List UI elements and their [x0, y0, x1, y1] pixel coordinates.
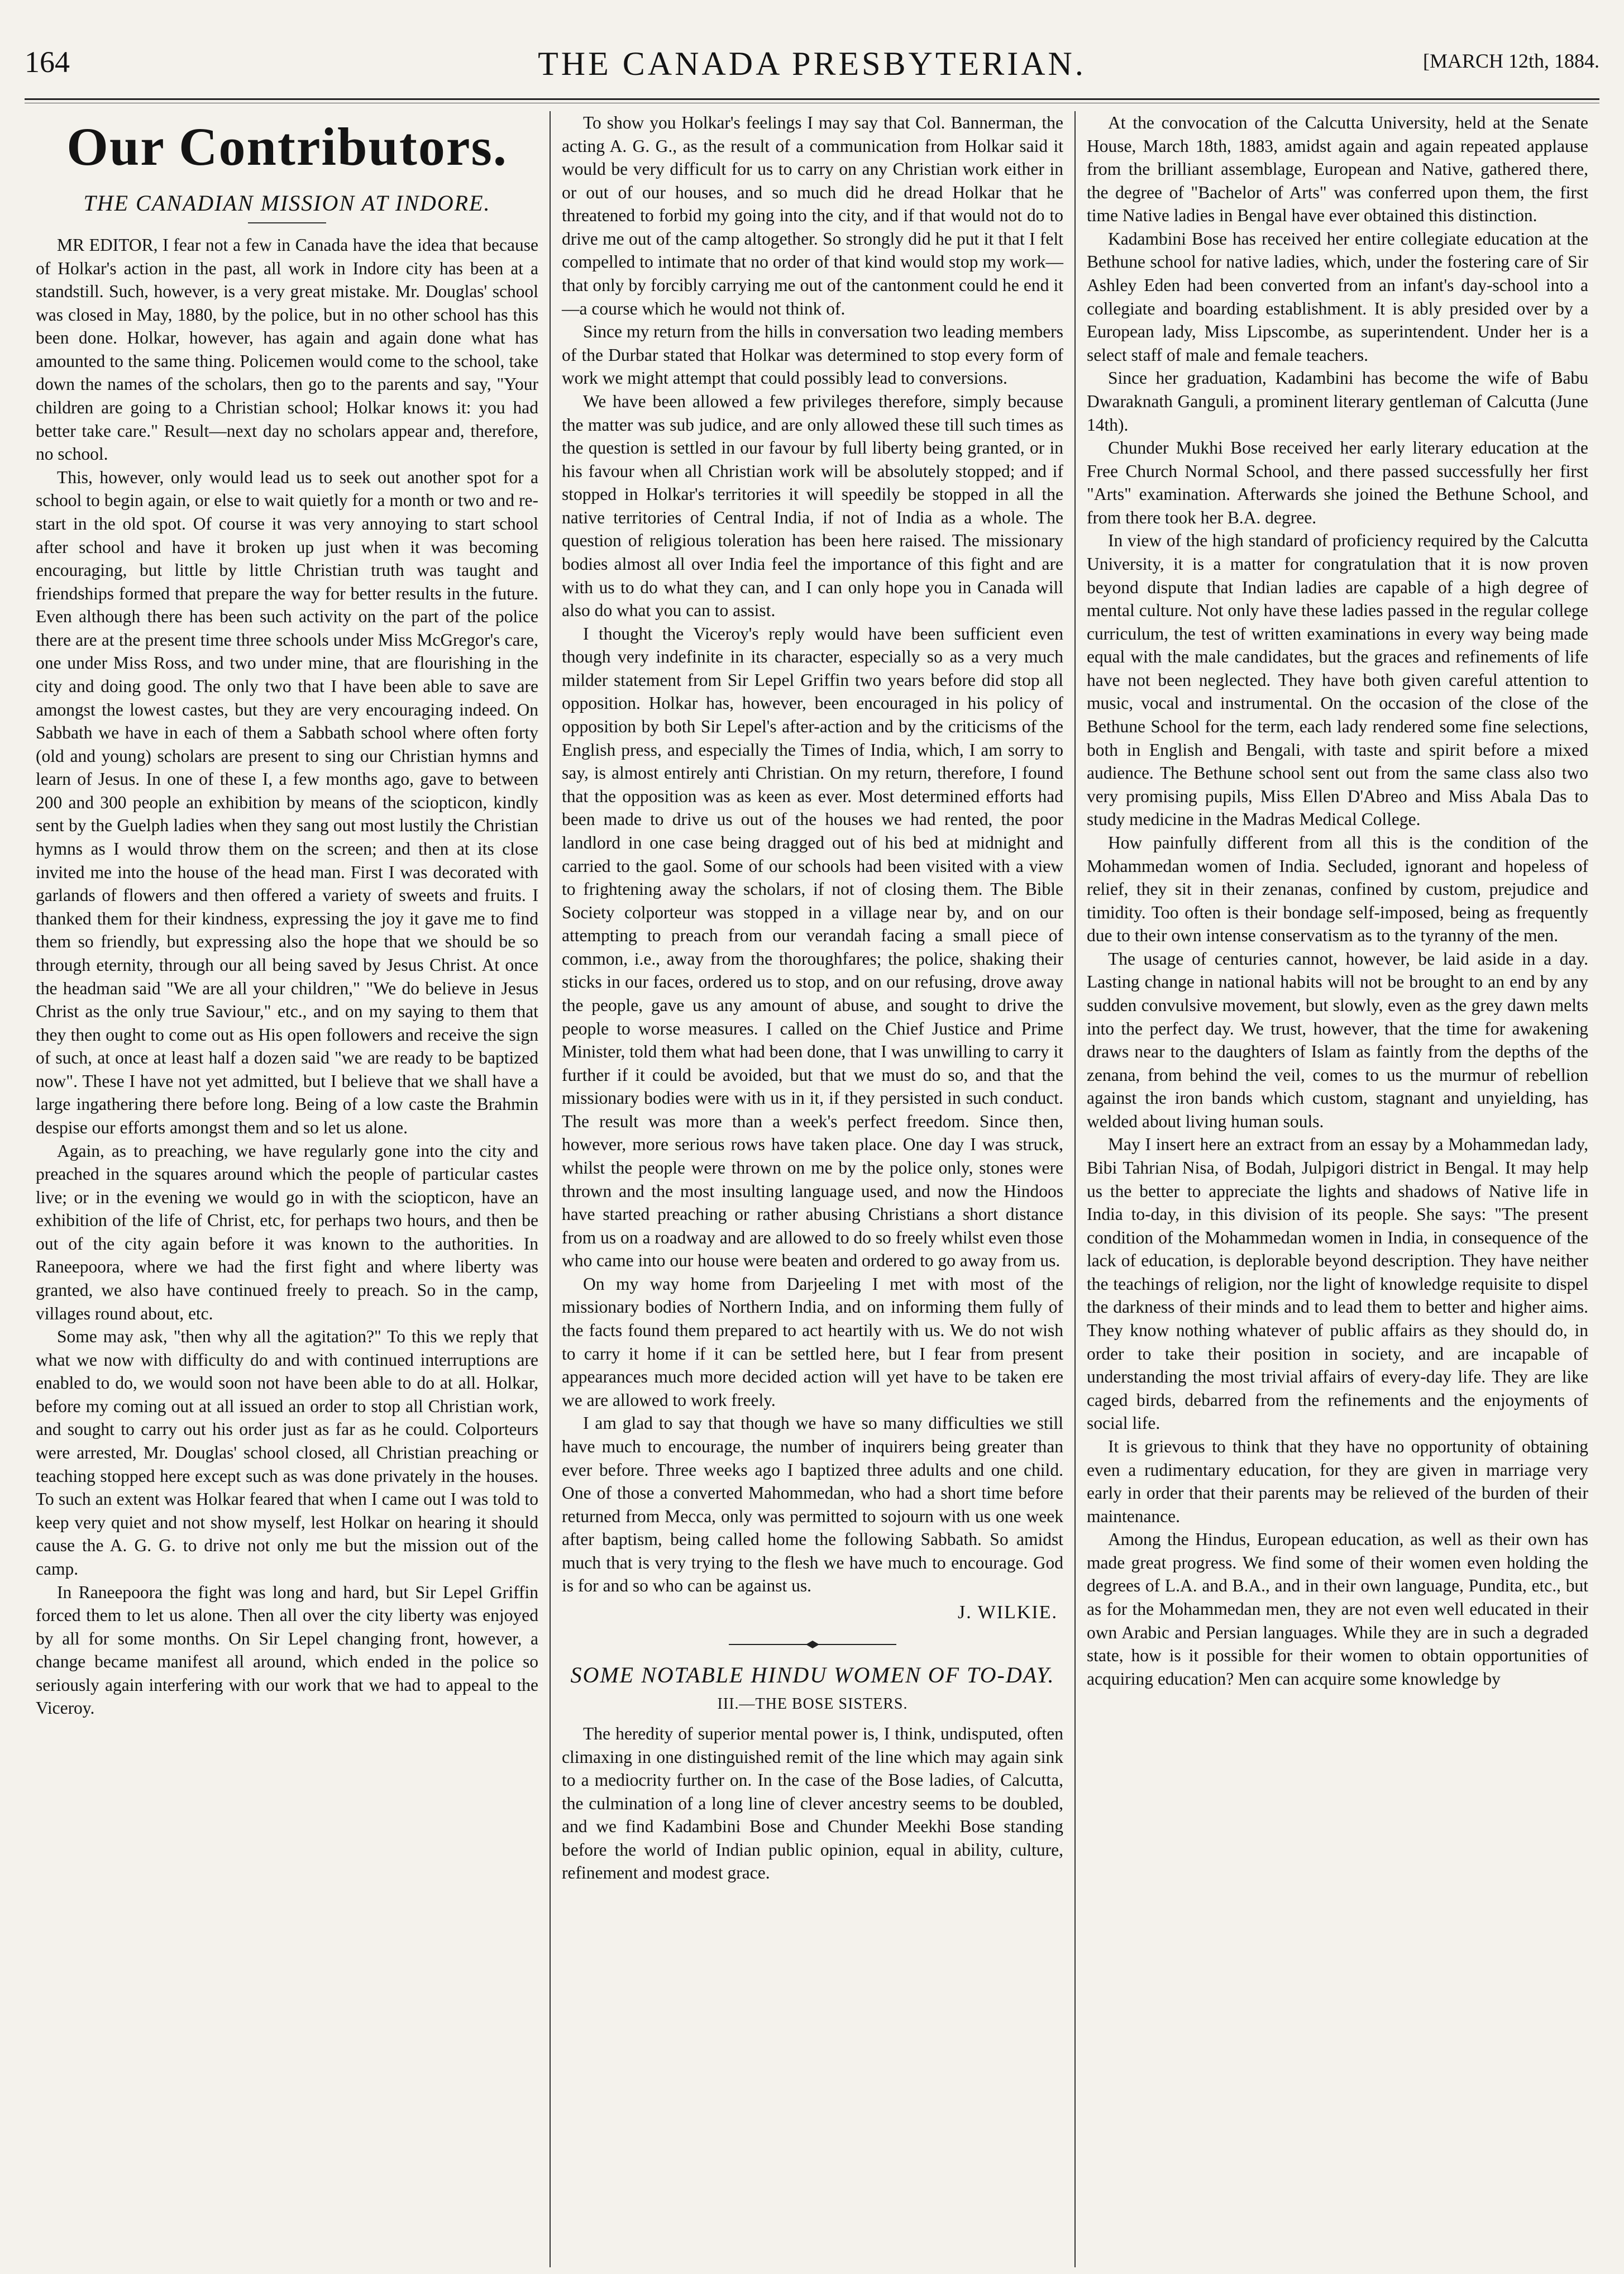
divider-ornament-icon: [729, 1640, 896, 1649]
paragraph: In Raneepoora the fight was long and hard, but Sir Lepel Griffin forced them to let us alone. Then all over the city liberty was enjoyed by all for some months. On Sir Lepel changing front, however, a change became manifest all around, which ended in the police so seriously again interfering with our work that we had to appeal to the Viceroy.: [36, 1582, 538, 1718]
author-signature: J. WILKIE.: [958, 1602, 1058, 1623]
paragraph: It is grievous to think that they have no opportunity of obtaining even a rudimentary education, for they are given in marriage very early in order that their parents may be relieved of the burden of their maintenance.: [1087, 1436, 1588, 1526]
paragraph: Kadambini Bose has received her entire collegiate education at the Bethune school for native ladies, which, under the fostering care of Sir Ashley Eden had been converted from an infant's day-school into a collegiate and boarding establishment. It is ably presided over by a European lady, Miss Lipscombe, as superintendent. Under her is a select staff of male and female teachers.: [1087, 228, 1588, 365]
paragraph: I am glad to say that though we have so many difficulties we still have much to encourage, the number of inquirers being greater than ever before. Three weeks ago I baptized three adults and one child. One of those a converted Mahommedan, who had a short time before returned from Mecca, only was permitted to sojourn with us one week after baptism, being called home the following Sabbath. So amidst much that is very trying to the flesh we have much to encourage. God is for and so who can be against us.: [562, 1413, 1063, 1596]
paragraph: To show you Holkar's feelings I may say that Col. Bannerman, the acting A. G. G., as the result of a communication from Holkar said it would be very difficult for us to carry on any Christian work either in or out of our houses, and so much did he dread Holkar that he threatened to forbid my going into the city, and if that would not do to drive me out of the camp altogether. So strongly did he put it that I felt compelled to intimate that no order of that kind would stop my work—that only by forcibly carrying me out of the cantonment could he end it—a course which he would not think of.: [562, 113, 1063, 318]
paragraph: MR EDITOR, I fear not a few in Canada have the idea that because of Holkar's action in the past, all work in Indore city has been at a standstill. Such, however, is a very great mistake. Mr. Douglas' school was closed in May, 1880, by the police, but in no other school has this been done. Holkar, however, has again and again done what has amounted to the same thing. Policemen would come to the school, take down the names of the scholars, then go to the parents and say, "Your children are going to a Christian school; Holkar knows it: you had better take care." Result—next day no scholars appear and, therefore, no school.: [36, 235, 538, 464]
columns: [25, 111, 1599, 2267]
page-number: 164: [25, 45, 70, 79]
issue-date: [MARCH 12th, 1884.: [1422, 50, 1599, 72]
column-2: [550, 111, 1074, 2267]
ornamental-divider: [562, 1640, 1063, 1652]
section-title: Our Contributors.: [66, 117, 508, 177]
paragraph: At the convocation of the Calcutta University, held at the Senate House, March 18th, 1883, amidst again and again repeated applause from the brilliant assemblage, European and Native, gathered there, the degree of "Bachelor of Arts" was conferred upon them, the first time Native ladies in Bengal have ever obtained this distinction.: [1087, 113, 1588, 226]
paragraph: Since her graduation, Kadambini has become the wife of Babu Dwaraknath Ganguli, a prominent literary gentleman of Calcutta (June 14th).: [1087, 368, 1588, 435]
column-1: [25, 111, 550, 2267]
paragraph: I thought the Viceroy's reply would have been sufficient even though very indefinite in its character, especially so as a very much milder statement from Sir Lepel Griffin two years before did stop all opposition. Holkar has, however, been encouraged in his policy of opposition by both Sir Lepel's after-action and by the criticisms of the English press, and especially the Times of India, which, I am sorry to say, is almost entirely anti Christian. On my return, therefore, I found that the opposition was as keen as ever. Most determined efforts had been made to drive us out of the houses we had rented, the poor landlord in one case being dragged out of his bed at midnight and carried to the gaol. Some of our schools had been visited with a view to frightening away the scholars, if not of closing them. The Bible Society colporteur was stopped in a village near by, and on our attempting to preach from our verandah facing a small piece of common, i.e., away from the thoroughfares; the police, shaking their sticks in our faces, ordered us to stop, and on our refusing, drove away the people, gave us any amount of abuse, and sought to drive the people to worse measures. I called on the Chief Justice and Prime Minister, told them what had been done, that I was unwilling to carry it further if it could be avoided, but that we must do so, and that the missionary bodies were with us in it, if they persisted in such conduct. The result was more than a week's perfect freedom. Since then, however, more serious rows have taken place. One day I was struck, whilst the people were thrown on me by the police only, stones were thrown and the most insulting language used, and now the Hindoos have started preaching or rather abusing Christians a short distance from us on a roadway and are allowed to do so freely whilst even those who came into our house were beaten and ordered to go away from us.: [562, 623, 1063, 1271]
masthead: [25, 45, 1599, 84]
paragraph: In view of the high standard of proficiency required by the Calcutta University, it is a matter for congratulation that it is now proven beyond dispute that Indian ladies are capable of a high degree of mental culture. Not only have these ladies passed in the regular college curriculum, the test of written examinations in every way being made equal with the male candidates, but the graces and refinements of life have not been neglected. They have both given careful attention to music, vocal and instrumental. On the occasion of the close of the Bethune School for the term, each lady rendered some fine selections, both in English and Bengali, with taste and spirit before a mixed audience. The Bethune school sent out from the same class also two very promising pupils, Miss Ellen D'Abreo and Miss Abala Das to study medicine in the Madras Medical College.: [1087, 531, 1588, 829]
paragraph: Since my return from the hills in conversation two leading members of the Durbar stated that Holkar was determined to stop every form of work we might attempt that could possibly lead to conversions.: [562, 322, 1063, 388]
paragraph: On my way home from Darjeeling I met with most of the missionary bodies of Northern India, and on informing them fully of the facts found them prepared to act heartily with us. We do not wish to carry it home if it can be settled here, but I fear from present appearances much more decided action will yet have to be taken ere we are allowed to work freely.: [562, 1274, 1063, 1410]
paragraph: How painfully different from all this is the condition of the Mohammedan women of India. Secluded, ignorant and hopeless of relief, they sit in their zenanas, confined by custom, prejudice and timidity. Too often is their bondage self-imposed, being as frequently due to their own intense conservatism as to the tyranny of the men.: [1087, 832, 1588, 946]
paragraph: Again, as to preaching, we have regularly gone into the city and preached in the squares around which the people of particular castes live; or in the evening we would go in with the sciopticon, have an exhibition of the life of Christ, etc, for perhaps two hours, and then be out of the city again before it was known to the authorities. In Raneepoora, where we had the first fight and where liberty was granted, we also have continued freely to preach. So in the camp, villages round about, etc.: [36, 1141, 538, 1323]
article-title: SOME NOTABLE HINDU WOMEN OF TO-DAY.: [570, 1662, 1055, 1687]
article-subtitle: III.—THE BOSE SISTERS.: [717, 1695, 908, 1713]
paragraph: We have been allowed a few privileges therefore, simply because the matter was sub judice, and are only allowed these till such times as the question is settled in our favour by full liberty being granted, or in his favour when all Christian work will be absolutely stopped; and if stopped in Holkar's territories it will speedily be stopped in all the native territories of Central India, if not of India as a whole. The question of religious toleration has been here raised. The missionary bodies almost all over India feel the importance of this fight and are with us to do what they can, and I can only hope you in Canada will also do what you can to assist.: [562, 391, 1063, 621]
paragraph: This, however, only would lead us to seek out another spot for a school to begin again, or else to wait quietly for a month or two and re-start in the old spot. Of course it was very annoying to start school after school and have it broken up just when it was becoming encouraging, but little by little Christian truth was taught and friendships formed that prepare the way for better results in the future. Even although there has been such activity on the part of the police there are at the present time three schools under Miss McGregor's care, one under Miss Ross, and two under mine, that are flourishing in the city and doing good. The only two that I have been able to save are amongst the lowest castes, but they are very encouraging indeed. On Sabbath we have in each of them a Sabbath school where often forty (old and young) scholars are present to sing our Christian hymns and learn of Jesus. In one of these I, a few months ago, gave to between 200 and 300 people an exhibition by means of the sciopticon, kindly sent by the Guelph ladies when they sang out most lustily the Christian hymns as I would throw them on the screen; and then at its close invited me into the house of the head man. First I was decorated with garlands of flowers and then offered a variety of sweets and fruits. I thanked them for their kindness, expressing the joy it gave me to find them so friendly, but expressing also the hope that we should be so through eternity, through our all being saved by Jesus Christ. At once the headman said "We are all your children," "We do believe in Jesus Christ as the only true Saviour," etc., and on my saying to them that they then ought to come out as His open followers and receive the sign of such, at once at least half a dozen said "we are ready to be baptized now". These I have not yet admitted, but I believe that we shall have a large ingathering there before long. Being of a low caste the Brahmin despise our efforts amongst them and so let us alone.: [36, 467, 538, 1137]
title-rule: [248, 222, 326, 223]
paragraph: May I insert here an extract from an essay by a Mohammedan lady, Bibi Tahrian Nisa, of Bodah, Julpigori district in Bengal. It may help us the better to appreciate the lights and shadows of Native life in India to-day, in this division of its people. She says: "The present condition of the Mohammedan women in India, in consequence of the lack of education, is deplorable beyond description. They have neither the teachings of religion, nor the light of knowledge requisite to dispel the darkness of their minds and to lead them to better and higher aims. They know nothing whatever of public affairs as they should do, in order to take their position in society, and are incapable of understanding the most trivial affairs of every-day life. They are like caged birds, debarred from the refinements and the enjoyments of social life.: [1087, 1134, 1588, 1433]
paragraph: Some may ask, "then why all the agitation?" To this we reply that what we now with difficulty do and with continued interruptions are enabled to do, we would soon not have been able to do at all. Holkar, before my coming out at all issued an order to stop all Christian work, and sought to carry out his order just as far as he could. Colporteurs were arrested, Mr. Douglas' school closed, all Christian preaching or teaching stopped here except such as was done privately in the houses. To such an extent was Holkar feared that when I came out I was told to keep very quiet and not show myself, lest Holkar on hearing it should cause the A. G. G. to drive not only me but the mission out of the camp.: [36, 1327, 538, 1579]
paragraph: The usage of centuries cannot, however, be laid aside in a day. Lasting change in national habits will not be brought to an end by any sudden convulsive movement, but slowly, even as the grey dawn melts into the perfect day. We trust, however, that the time for awakening draws near to the daughters of Islam as faintly from the depths of the zenana, from behind the veil, comes to us the murmur of rebellion against the iron bands which custom, stagnant and unyielding, has welded about living human souls.: [1087, 948, 1588, 1131]
column-3: [1074, 111, 1599, 2267]
journal-title: THE CANADA PRESBYTERIAN.: [538, 45, 1086, 82]
paragraph: Among the Hindus, European education, as well as their own has made great progress. We find some of their women even holding the degrees of L.A. and B.A., and in their own language, Pundita, etc., but as for the Mohammedan men, they are not even well educated in their own Arabic and Persian languages. While they are in such a degraded state, how is it possible for their women to obtain opportunities of acquiring education? Men can acquire some knowledge by: [1087, 1529, 1588, 1689]
paragraph: Chunder Mukhi Bose received her early literary education at the Free Church Normal School, and there passed successfully her first "Arts" examination. Afterwards she joined the Bethune School, and from there took her B.A. degree.: [1087, 438, 1588, 527]
paragraph: The heredity of superior mental power is, I think, undisputed, often climaxing in one distinguished remit of the line which may again sink to a mediocrity further on. In the case of the Bose ladies, of Calcutta, the culmination of a long line of clever ancestry seems to be doubled, and we find Kadambini Bose and Chunder Meekhi Bose standing before the world of Indian public opinion, equal in ability, culture, refinement and modest grace.: [562, 1724, 1063, 1883]
masthead-rule: [25, 98, 1599, 103]
article-title: THE CANADIAN MISSION AT INDORE.: [83, 190, 491, 216]
